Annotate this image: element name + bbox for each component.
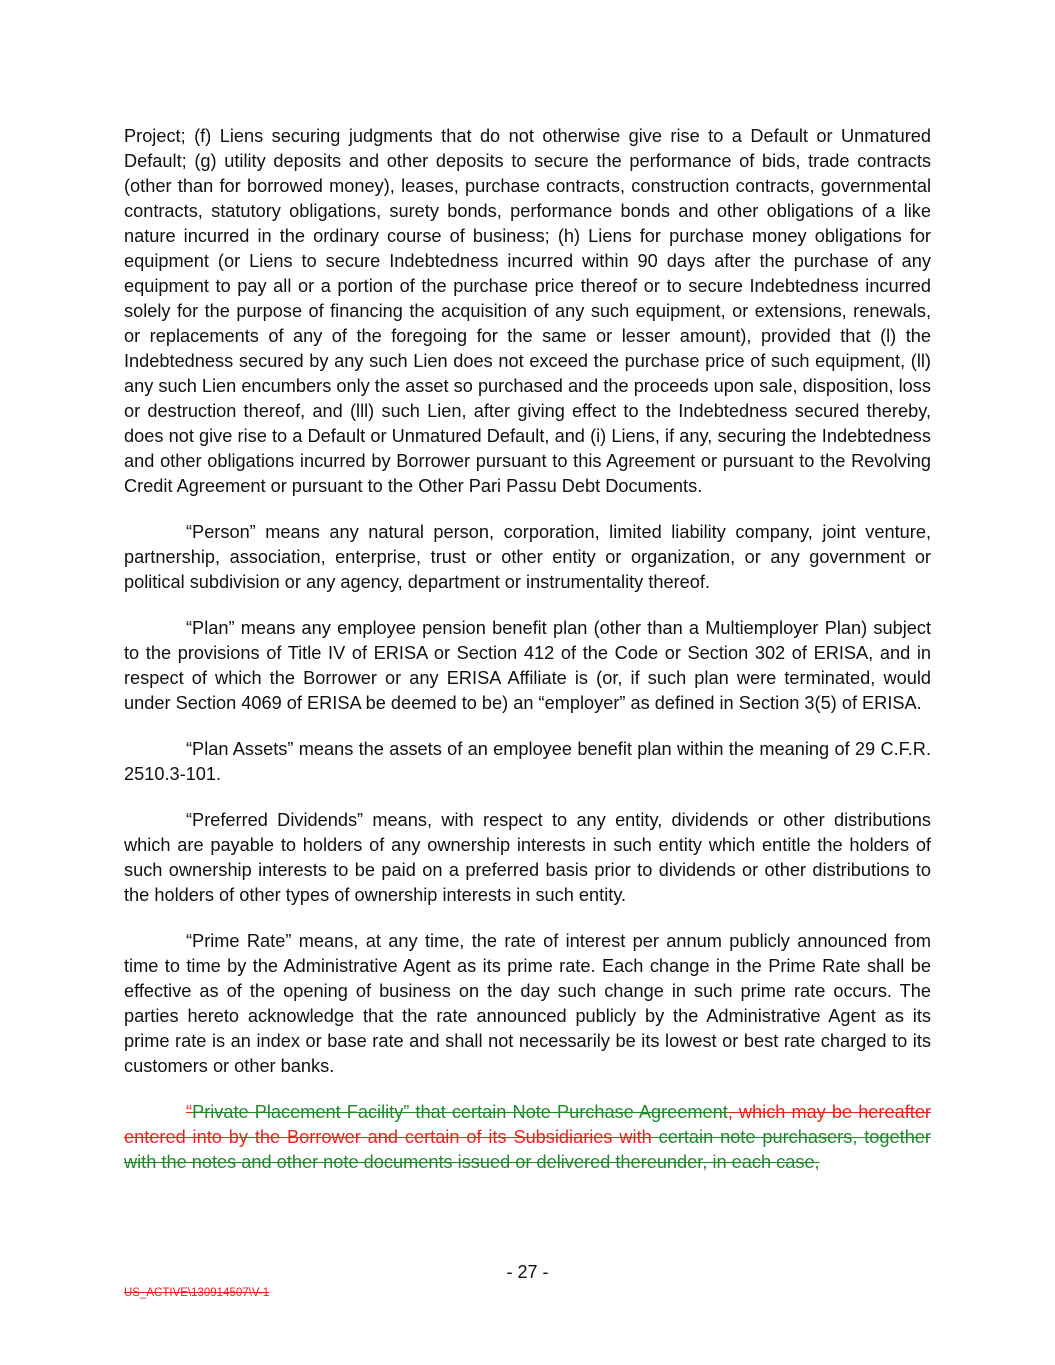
paragraph-private-placement-redline	[124, 1100, 931, 1175]
document-id-footer: US_ACTIVE\130914507\V-1	[124, 1287, 270, 1299]
redline-moved-clause: certain note purchasers, together with the notes and other note documents issued or delivered thereunder, in each case,	[124, 1127, 931, 1172]
paragraph-person-definition: “Person” means any natural person, corporation, limited liability company, joint venture, partnership, association, enterprise, trust or other entity or organization, or any government or political subdivision or any agency, department or instrumentality thereof.	[124, 522, 931, 592]
paragraph-plan-assets-definition: “Plan Assets” means the assets of an employee benefit plan within the meaning of 29 C.F.R. 2510.3-101.	[124, 739, 931, 784]
paragraph-plan-definition: “Plan” means any employee pension benefit plan (other than a Multiemployer Plan) subject to the provisions of Title IV of ERISA or Section 412 of the Code or Section 302 of ERISA, and in respect of which the Borrower or any ERISA Affiliate is (or, if such plan were terminated, would under Section 4069 of ERISA be deemed to be) an “employer” as defined in Section 3(5) of ERISA.	[124, 618, 931, 713]
paragraph-prime-rate-definition: “Prime Rate” means, at any time, the rate of interest per annum publicly announced from time to time by the Administrative Agent as its prime rate. Each change in the Prime Rate shall be effective as of the opening of business on the day such change in such prime rate occurs. The parties hereto acknowledge that the rate announced publicly by the Administrative Agent as its prime rate is an index or base rate and shall not necessarily be its lowest or best rate charged to its customers or other banks.	[124, 931, 931, 1076]
redline-moved-term: Private Placement Facility” that certain Note Purchase Agreement	[192, 1102, 728, 1122]
redline-deleted-clause: , which may be hereafter entered into by the Borrower and certain of its Subsidiaries with	[124, 1102, 931, 1147]
page-number: - 27 -	[506, 1262, 549, 1282]
paragraph-liens-continued: Project; (f) Liens securing judgments that do not otherwise give rise to a Default or Unmatured Default; (g) utility deposits and other deposits to secure the performance of bids, trade contracts (other than for borrowed money), leases, purchase contracts, construction contracts, governmental contracts, statutory obligations, surety bonds, performance bonds and other obligations of a like nature incurred in the ordinary course of business; (h) Liens for purchase money obligations for equipment (or Liens to secure Indebtedness incurred within 90 days after the purchase of any equipment to pay all or a portion of the purchase price thereof or to secure Indebtedness incurred solely for the purpose of financing the acquisition of any such equipment, or extensions, renewals, or replacements of any of the foregoing for the same or lesser amount), provided that (l) the Indebtedness secured by any such Lien does not exceed the purchase price of such equipment, (ll) any such Lien encumbers only the asset so purchased and the proceeds upon sale, disposition, loss or destruction thereof, and (lll) such Lien, after giving effect to the Indebtedness secured thereby, does not give rise to a Default or Unmatured Default, and (i) Liens, if any, securing the Indebtedness and other obligations incurred by Borrower pursuant to this Agreement or pursuant to the Revolving Credit Agreement or pursuant to the Other Pari Passu Debt Documents.	[124, 126, 931, 496]
document-body	[124, 124, 931, 1196]
redline-deleted-quote: “	[186, 1102, 193, 1122]
paragraph-preferred-dividends-definition: “Preferred Dividends” means, with respect to any entity, dividends or other distributions which are payable to holders of any ownership interests in such entity which entitle the holders of such ownership interests to be paid on a preferred basis prior to dividends or other distributions to the holders of other types of ownership interests in such entity.	[124, 810, 931, 905]
